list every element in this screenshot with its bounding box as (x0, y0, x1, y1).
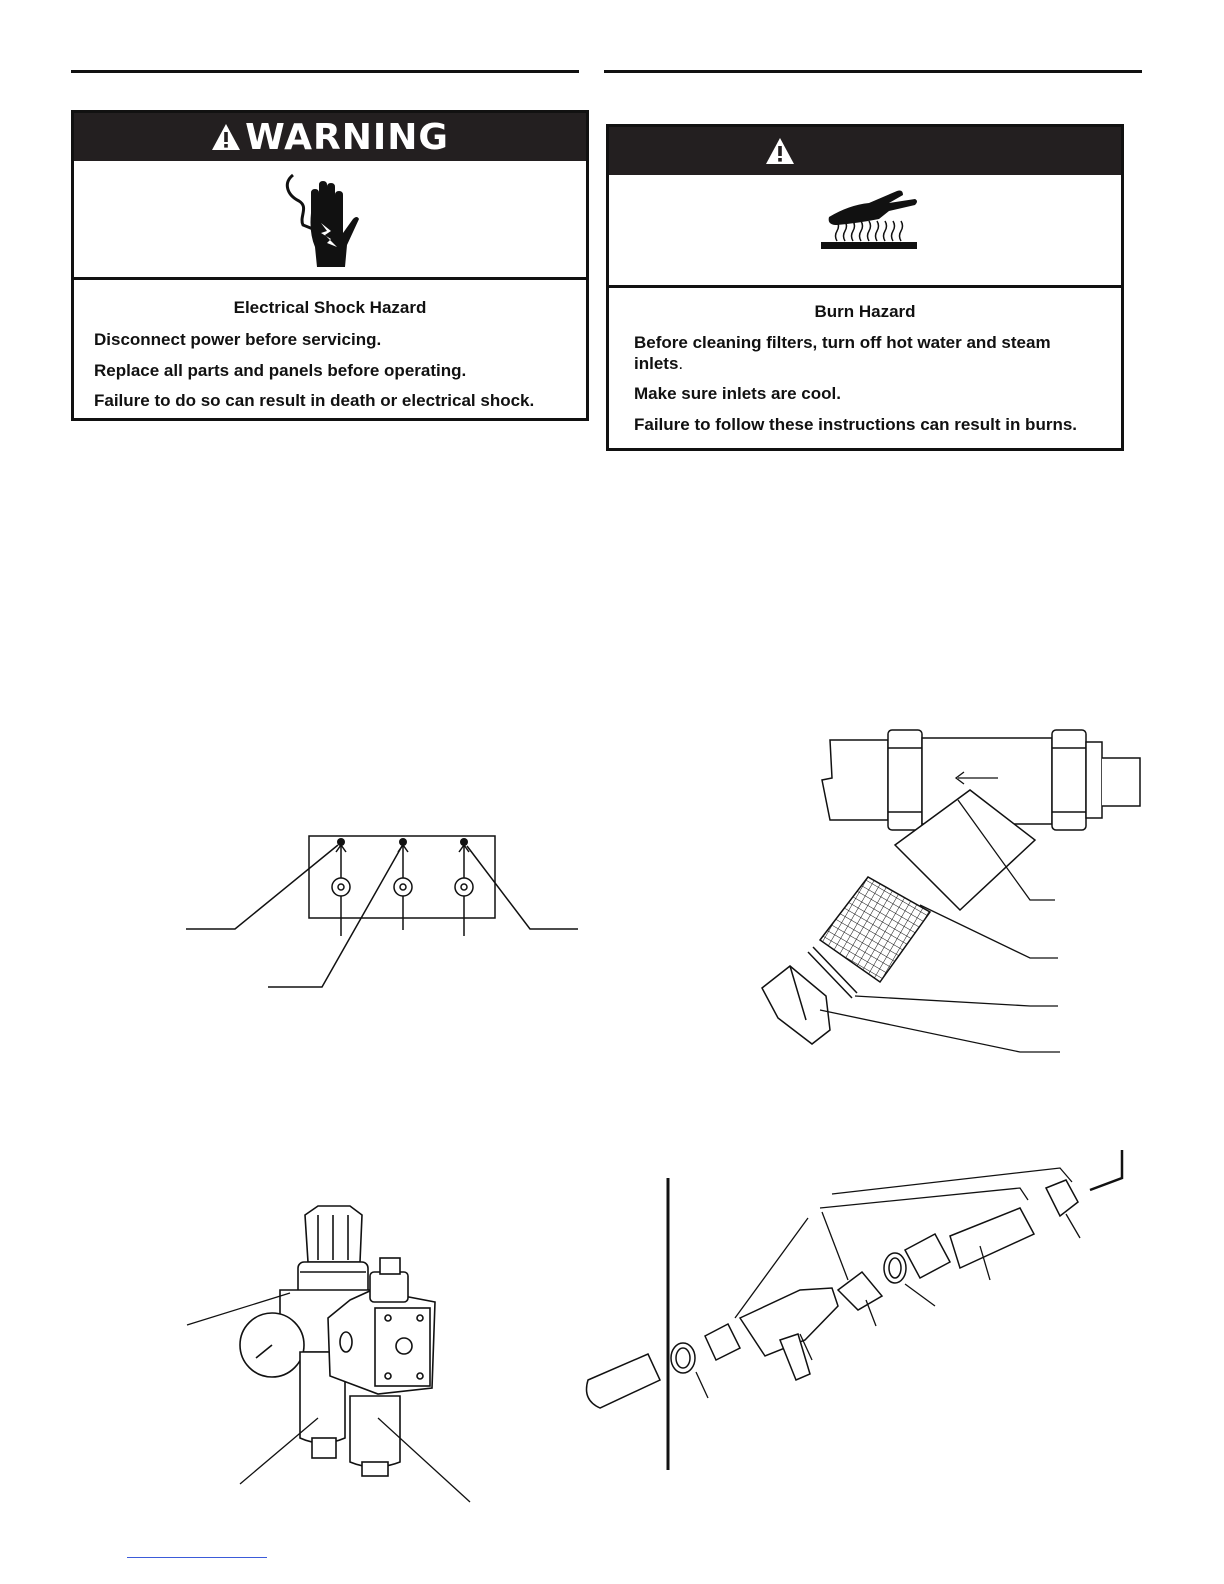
hot-surface-burn-icon (819, 189, 919, 249)
warning-header (74, 113, 586, 161)
left-section-rule (71, 70, 579, 73)
y-strainer-diagram (750, 725, 1110, 1055)
connection-panel-diagram (180, 830, 600, 1000)
hazard-line-1 (634, 332, 1104, 374)
footer-link-underline[interactable] (127, 1557, 267, 1558)
hazard-line-2-bold: Make sure inlets are cool. (634, 384, 841, 403)
hazard-title: Burn Hazard (814, 302, 916, 321)
electrical-shock-warning-box (71, 110, 589, 421)
warning-header-label: WARNING (245, 116, 449, 158)
hazard-line-1-bold: Before cleaning filters, turn off hot water and steam inlets (634, 333, 1051, 373)
warning-triangle-icon (765, 137, 795, 165)
warning-header (609, 127, 1121, 175)
burn-hazard-warning-box (606, 124, 1124, 451)
hazard-line-1-regular: . (678, 354, 684, 373)
hazard-line-1: Disconnect power before servicing. (94, 330, 382, 349)
warning-divider (74, 277, 586, 280)
electrical-shock-icon (281, 173, 361, 273)
hazard-line-3 (634, 414, 1077, 435)
right-section-rule (604, 70, 1142, 73)
hazard-line-3-bold: Failure to follow these instructions can result in burns. (634, 415, 1078, 434)
warning-triangle-icon (211, 123, 241, 151)
hazard-title: Electrical Shock Hazard (233, 298, 427, 317)
hazard-line-2: Replace all parts and panels before operating. (94, 361, 467, 380)
filter-regulator-diagram (185, 1200, 485, 1510)
warning-divider (609, 285, 1121, 288)
hazard-line-3: Failure to do so can result in death or electrical shock. (94, 391, 535, 410)
hazard-line-2 (634, 383, 841, 404)
inline-assembly-diagram (575, 1145, 1135, 1475)
